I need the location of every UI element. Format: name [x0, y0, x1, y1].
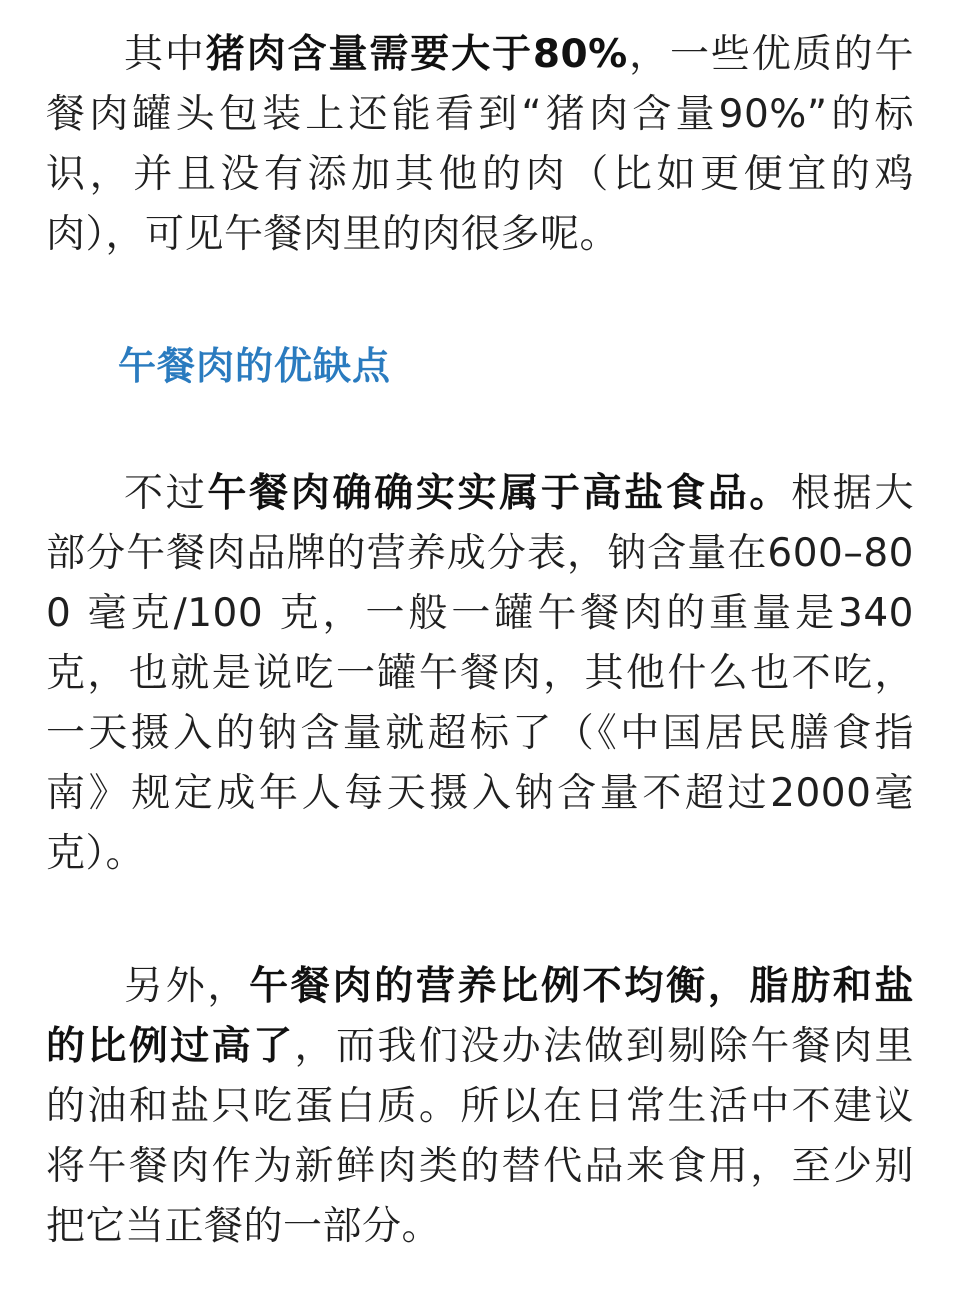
paragraph-text: ，一些优质的午餐肉罐头包装上还能看到“猪肉含量90%”的标识，并且没有添加其他的肉（比如更便宜的鸡肉），可见午餐肉里的肉很多呢。 — [46, 32, 914, 257]
section-heading: 午餐肉的优缺点 — [118, 344, 392, 388]
paragraph-text: ，而我们没办法做到剔除午餐肉里的油和盐只吃蛋白质。所以在日常生活中不建议将午餐肉作为新鲜肉类的替代品来食用，至少别把它当正餐的一部分。 — [46, 1024, 914, 1249]
paragraph-text: 其中 — [124, 32, 206, 77]
bold-emphasis: 午餐肉的营养比例不均衡，脂肪和盐的比例过高了 — [46, 964, 914, 1069]
paragraph-high-salt — [46, 464, 914, 884]
paragraph-text: 另外， — [124, 964, 250, 1009]
paragraph-pork-content — [46, 25, 914, 265]
paragraph-text: 不过 — [124, 471, 208, 516]
bold-emphasis: 猪肉含量需要大于80% — [205, 32, 628, 77]
paragraph-nutrition-balance — [46, 957, 914, 1257]
paragraph-text: 根据大部分午餐肉品牌的营养成分表，钠含量在600–800 毫克/100 克，一般一罐午餐肉的重量是340克，也就是说吃一罐午餐肉，其他什么也不吃，一天摄入的钠含量就超标了（《中国居民膳食指南》规定成年人每天摄入钠含量不超过2000毫克）。 — [46, 471, 914, 876]
bold-emphasis: 午餐肉确确实实属于高盐食品。 — [207, 471, 792, 516]
